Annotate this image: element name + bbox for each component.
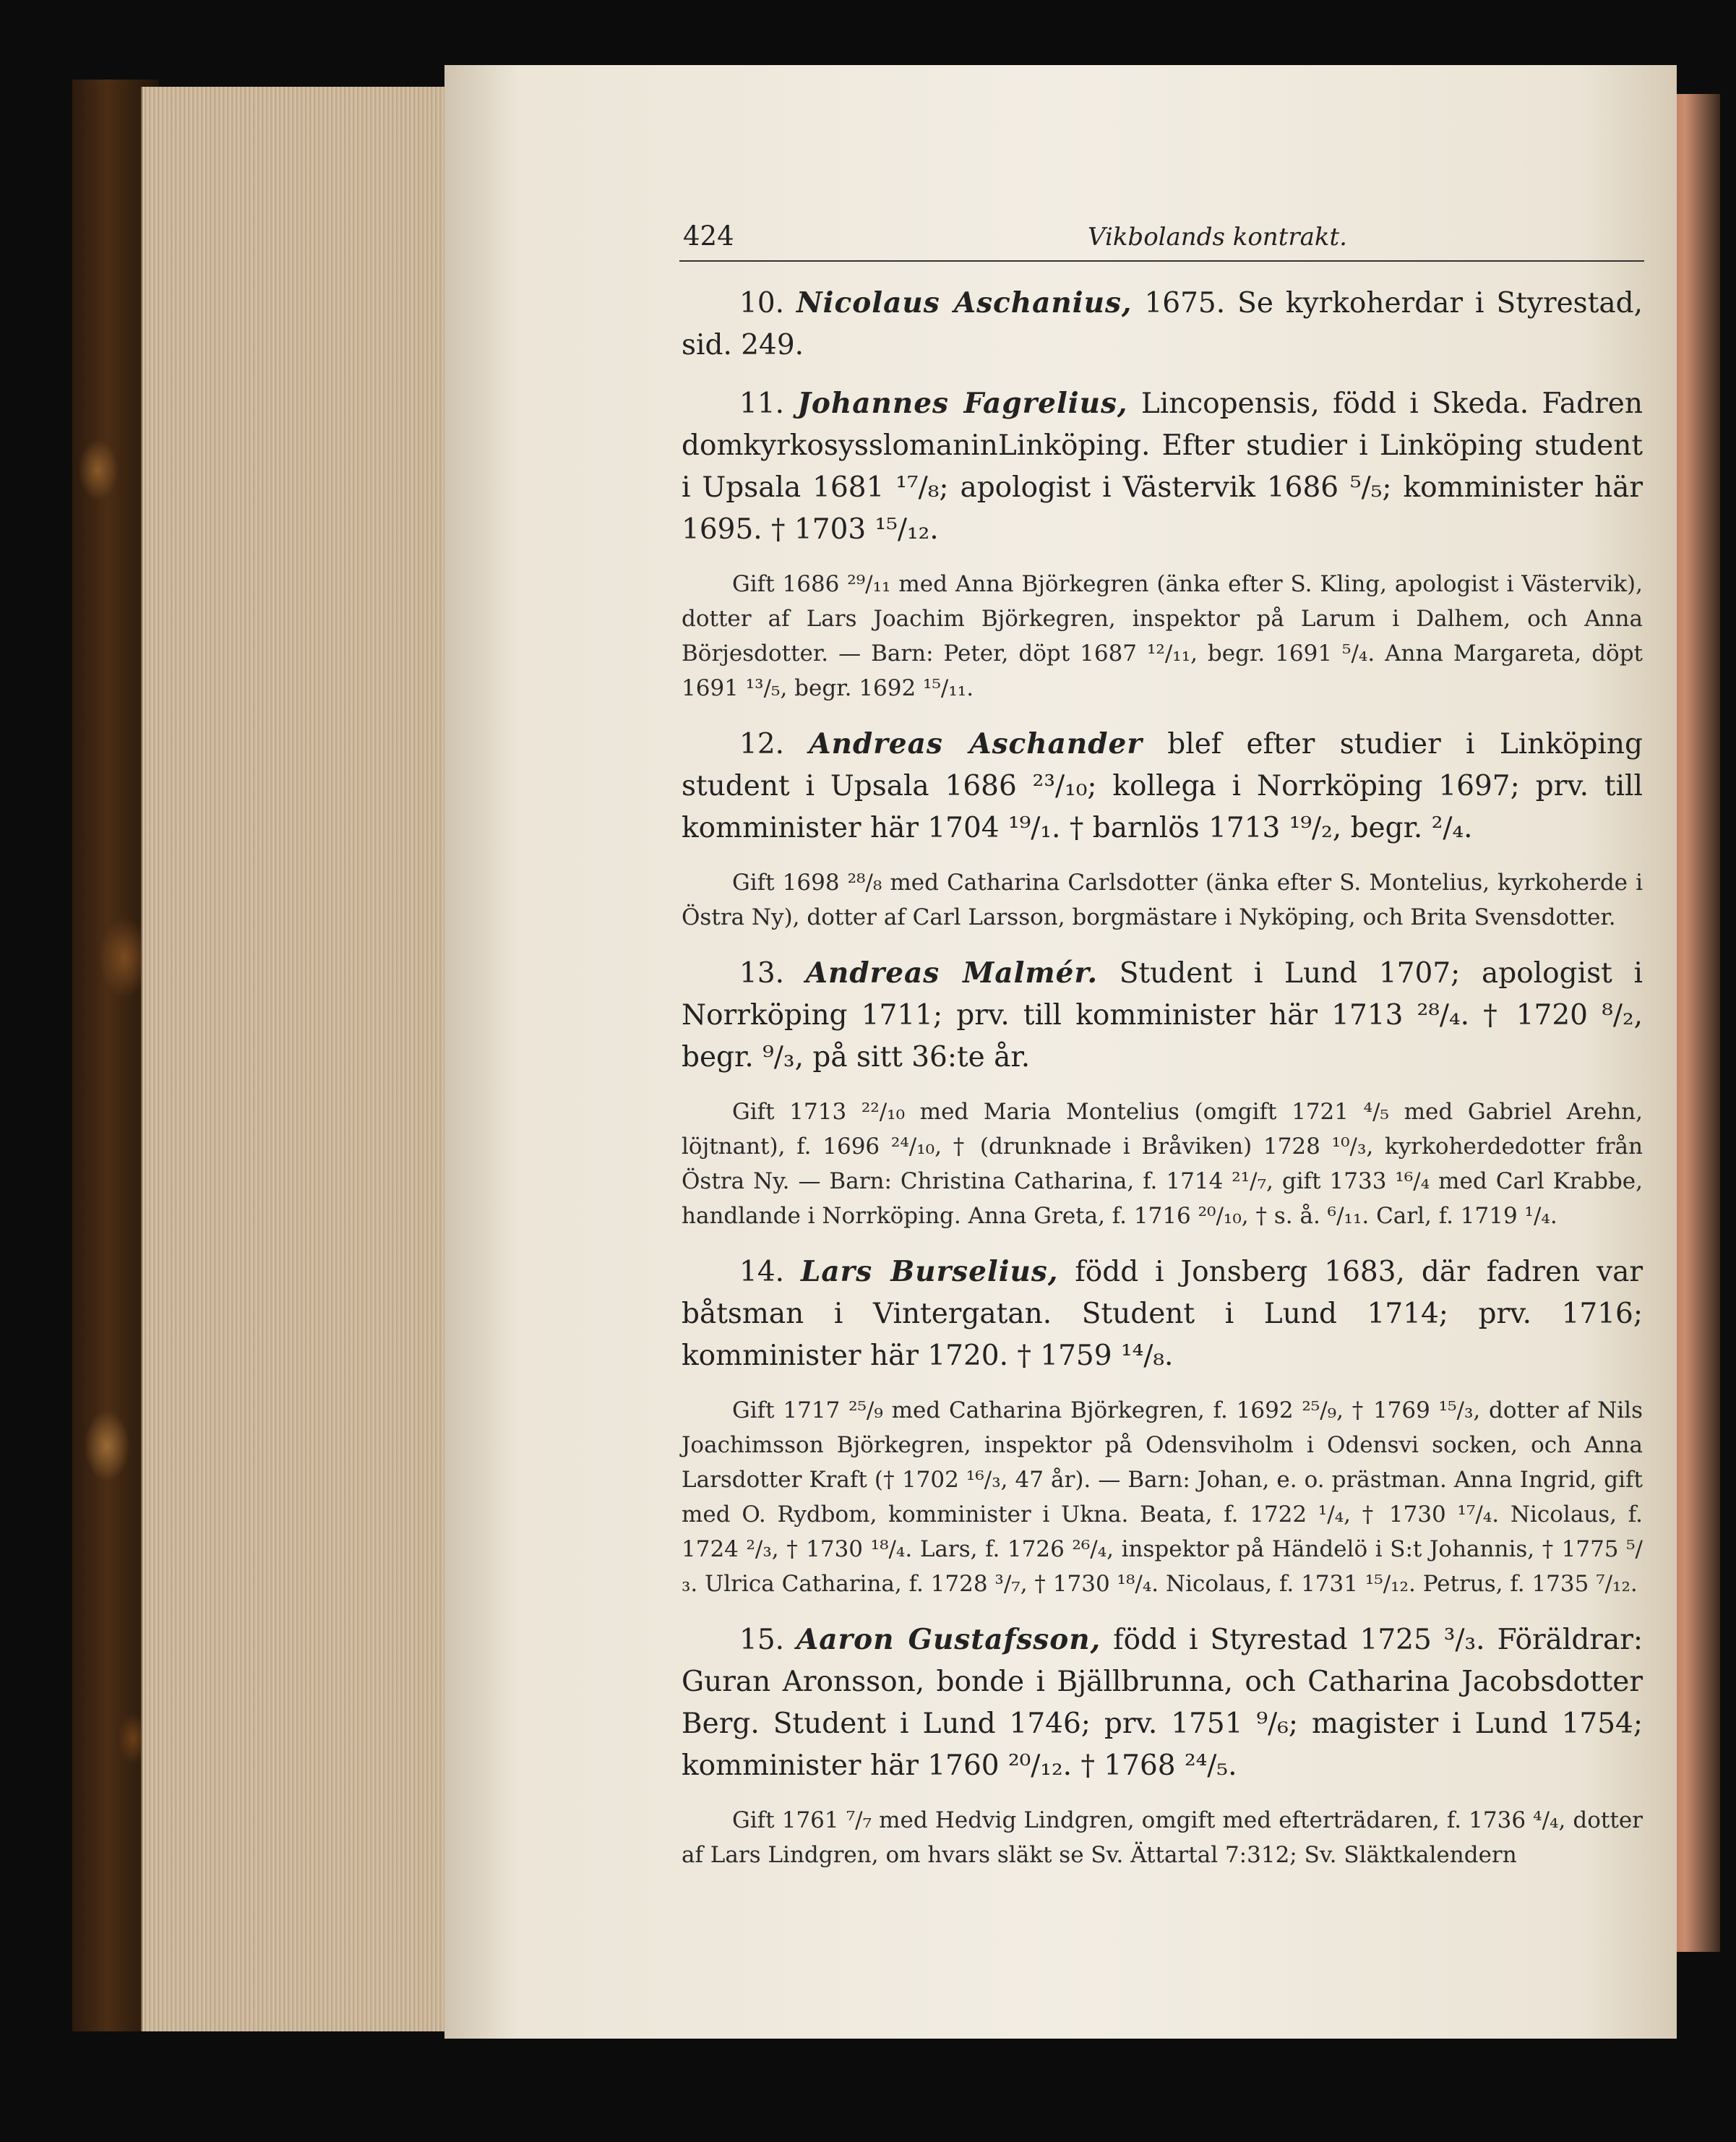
entry-name: Nicolaus Aschanius, <box>796 286 1133 320</box>
page-number: 424 <box>683 220 734 252</box>
running-title: Vikbolands kontrakt. <box>1088 223 1347 252</box>
entry-text: född i Styrestad 1725 ³/₃. Föräldrar: Guran Aronsson, bonde i Bjällbrunna, och Catharina Jacobsdotter Berg. Student i Lund 1746; prv. 1751 ⁹/₆; magister i Lund 1754; komminister här 1760 ²⁰/₁₂. † 1768 ²⁴/₅. <box>682 1624 1643 1782</box>
entry-text: blef efter studier i Linköping student i Upsala 1686 ²³/₁₀; kollega i Norrköping 1697; prv. till komminister här 1704 ¹⁹/₁. † barnlös 1713 ¹⁹/₂, begr. ²/₄. <box>682 728 1643 844</box>
entry-11 <box>682 382 1643 551</box>
entry-15-note: Gift 1761 ⁷/₇ med Hedvig Lindgren, omgift med efterträdaren, f. 1736 ⁴/₄, dotter af Lars Lindgren, om hvars släkt se Sv. Ättartal 7:312; Sv. Släktkalendern <box>682 1807 1643 1868</box>
entry-number: 10. <box>739 287 785 320</box>
entry-number: 11. <box>739 387 785 420</box>
entry-text: Lincopensis, född i Skeda. Fadren domkyrkosysslomaninLinköping. Efter studier i Linköping student i Upsala 1681 ¹⁷/₈; apologist i Västervik 1686 ⁵/₅; komminister här 1695. † 1703 ¹⁵/₁₂. <box>682 387 1643 546</box>
page-edges <box>141 87 453 2031</box>
page-body <box>682 282 1643 1890</box>
entry-15 <box>682 1619 1643 1787</box>
entry-number: 12. <box>739 728 785 761</box>
page-header <box>679 217 1644 262</box>
entry-text: född i Jonsberg 1683, där fadren var båtsman i Vintergatan. Student i Lund 1714; prv. 1716; komminister här 1720. † 1759 ¹⁴/₈. <box>682 1256 1643 1372</box>
entry-12 <box>682 723 1643 849</box>
entry-12-note: Gift 1698 ²⁸/₈ med Catharina Carlsdotter (änka efter S. Montelius, kyrkoherde i Östra Ny), dotter af Carl Larsson, borgmästare i Nyköping, och Brita Svensdotter. <box>682 870 1643 930</box>
entry-number: 13. <box>739 957 785 990</box>
entry-text: Student i Lund 1707; apologist i Norrköping 1711; prv. till komminister här 1713 ²⁸/₄. † 1720 ⁸/₂, begr. ⁹/₃, på sitt 36:te år. <box>682 957 1643 1074</box>
entry-number: 14. <box>739 1256 785 1288</box>
entry-name: Lars Burselius, <box>800 1255 1059 1288</box>
entry-name: Andreas Aschander <box>809 727 1143 761</box>
entry-14-note: Gift 1717 ²⁵/₉ med Catharina Björkegren, f. 1692 ²⁵/₉, † 1769 ¹⁵/₃, dotter af Nils Joachimsson Björkegren, inspektor på Odensviholm i Odensvi socken, och Anna Larsdotter Kraft († 1702 ¹⁶/₃, 47 år). — Barn: Johan, e. o. prästman. Anna Ingrid, gift med O. Rydbom, komminister i Ukna. Beata, f. 1722 ¹/₄, † 1730 ¹⁷/₄. Nicolaus, f. 1724 ²/₃, † 1730 ¹⁸/₄. Lars, f. 1726 ²⁶/₄, inspektor på Händelö i S:t Johannis, † 1775 ⁵/₃. Ulrica Catharina, f. 1728 ³/₇, † 1730 ¹⁸/₄. Nicolaus, f. 1731 ¹⁵/₁₂. Petrus, f. 1735 ⁷/₁₂. <box>682 1397 1643 1597</box>
entry-text: 1675. Se kyrkoherdar i Styrestad, sid. 249. <box>682 287 1643 361</box>
entry-name: Johannes Fagrelius, <box>797 387 1128 420</box>
entry-name: Aaron Gustafsson, <box>796 1623 1101 1656</box>
book-page <box>444 65 1677 2039</box>
entry-10 <box>682 282 1643 367</box>
entry-name: Andreas Malmér. <box>805 956 1099 990</box>
entry-13 <box>682 952 1643 1079</box>
entry-13-note: Gift 1713 ²²/₁₀ med Maria Montelius (omgift 1721 ⁴/₅ med Gabriel Arehn, löjtnant), f. 1696 ²⁴/₁₀, † (drunknade i Bråviken) 1728 ¹⁰/₃, kyrkoherdedotter från Östra Ny. — Barn: Christina Catharina, f. 1714 ²¹/₇, gift 1733 ¹⁶/₄ med Carl Krabbe, handlande i Norrköping. Anna Greta, f. 1716 ²⁰/₁₀, † s. å. ⁶/₁₁. Carl, f. 1719 ¹/₄. <box>682 1099 1643 1229</box>
entry-11-note: Gift 1686 ²⁹/₁₁ med Anna Björkegren (änka efter S. Kling, apologist i Västervik), dotter af Lars Joachim Björkegren, inspektor på Larum i Dalhem, och Anna Börjesdotter. — Barn: Peter, döpt 1687 ¹²/₁₁, begr. 1691 ⁵/₄. Anna Margareta, döpt 1691 ¹³/₅, begr. 1692 ¹⁵/₁₁. <box>682 571 1643 701</box>
entry-number: 15. <box>739 1624 785 1656</box>
entry-14 <box>682 1251 1643 1377</box>
